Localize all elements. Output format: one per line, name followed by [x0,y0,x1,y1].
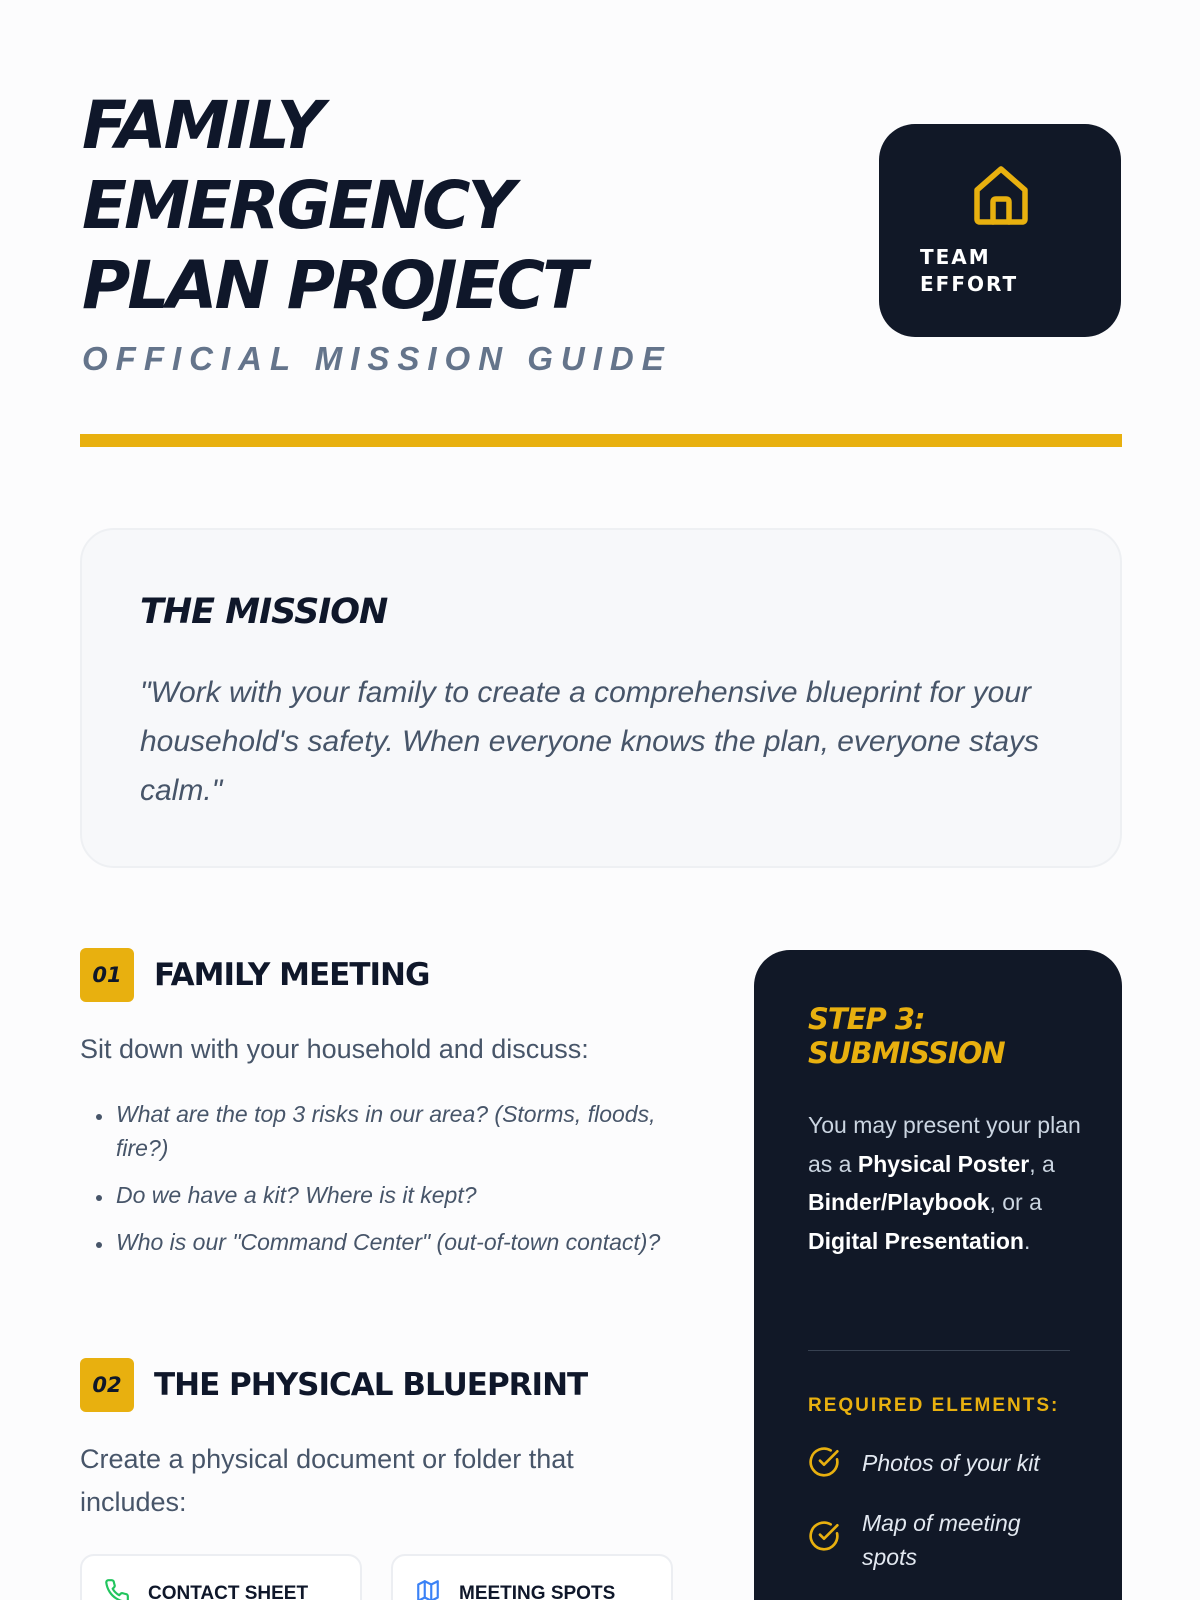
required-elements-label: REQUIRED ELEMENTS: [808,1395,1060,1416]
meeting-spots-card [391,1554,673,1600]
list-item: • Who is our "Command Center" (out-of-town contact)? [114,1225,674,1259]
submission-heading [808,1002,1108,1070]
page-subtitle: OFFICIAL MISSION GUIDE [82,340,672,377]
meeting-spots-label: MEETING SPOTS [459,1583,616,1600]
required-item-text: Photos of your kit [862,1450,1040,1476]
desc-start: You may present your plan as a [808,1112,1081,1177]
badge-label-line-2: EFFORT [920,272,1019,296]
title-line-1: FAMILY [82,87,322,164]
house-icon [971,164,1031,226]
step-2-title: THE PHYSICAL BLUEPRINT [154,1367,588,1403]
team-effort-badge [879,124,1121,337]
option-physical-poster: Physical Poster [857,1150,1030,1177]
step-2-intro: Create a physical document or folder that includes: [80,1444,574,1517]
header-divider [80,434,1122,447]
panel-divider [808,1350,1070,1351]
required-item [808,1446,1062,1480]
mission-quote: "Work with your family to create a comprehensive blueprint for your household's safety. When everyone knows the plan, everyone stays calm." [140,676,1040,807]
list-item: • What are the top 3 risks in our area? (Storms, floods, fire?) [114,1097,674,1165]
step-2-number: 02 [80,1358,134,1412]
mission-card [80,528,1122,868]
submission-heading-line-2: SUBMISSION [808,1036,1005,1070]
submission-heading-line-1: STEP 3: [808,1002,925,1036]
step-1-list [114,1097,674,1272]
required-item-text: Map of meeting spots [862,1510,1021,1570]
submission-panel [754,950,1122,1600]
badge-label-line-1: TEAM [920,245,991,269]
check-circle-icon [808,1446,840,1478]
option-binder-playbook: Binder/Playbook [808,1189,990,1215]
step-1-intro: Sit down with your household and discuss: [80,1034,589,1064]
title-line-3: PLAN PROJECT [82,247,585,324]
desc-sep-1: , a [1029,1150,1055,1177]
step-1-title: FAMILY MEETING [154,957,430,993]
page-title [82,86,762,326]
badge-label [920,244,1018,298]
required-item [808,1506,1052,1574]
mission-heading: THE MISSION [140,592,388,632]
list-item: • Do we have a kit? Where is it kept? [114,1178,674,1212]
step-2-header [80,1358,587,1412]
check-circle-icon [808,1520,840,1552]
desc-end: . [1023,1227,1031,1254]
desc-sep-2: , or a [989,1189,1042,1215]
map-icon [415,1578,441,1600]
contact-sheet-label: CONTACT SHEET [148,1583,309,1600]
title-line-2: EMERGENCY [82,167,513,244]
option-digital-presentation: Digital Presentation [808,1227,1024,1254]
submission-description [808,1106,1098,1260]
step-1-number: 01 [80,948,134,1002]
phone-icon [104,1578,130,1600]
step-1-header [80,948,429,1002]
contact-sheet-card [80,1554,362,1600]
